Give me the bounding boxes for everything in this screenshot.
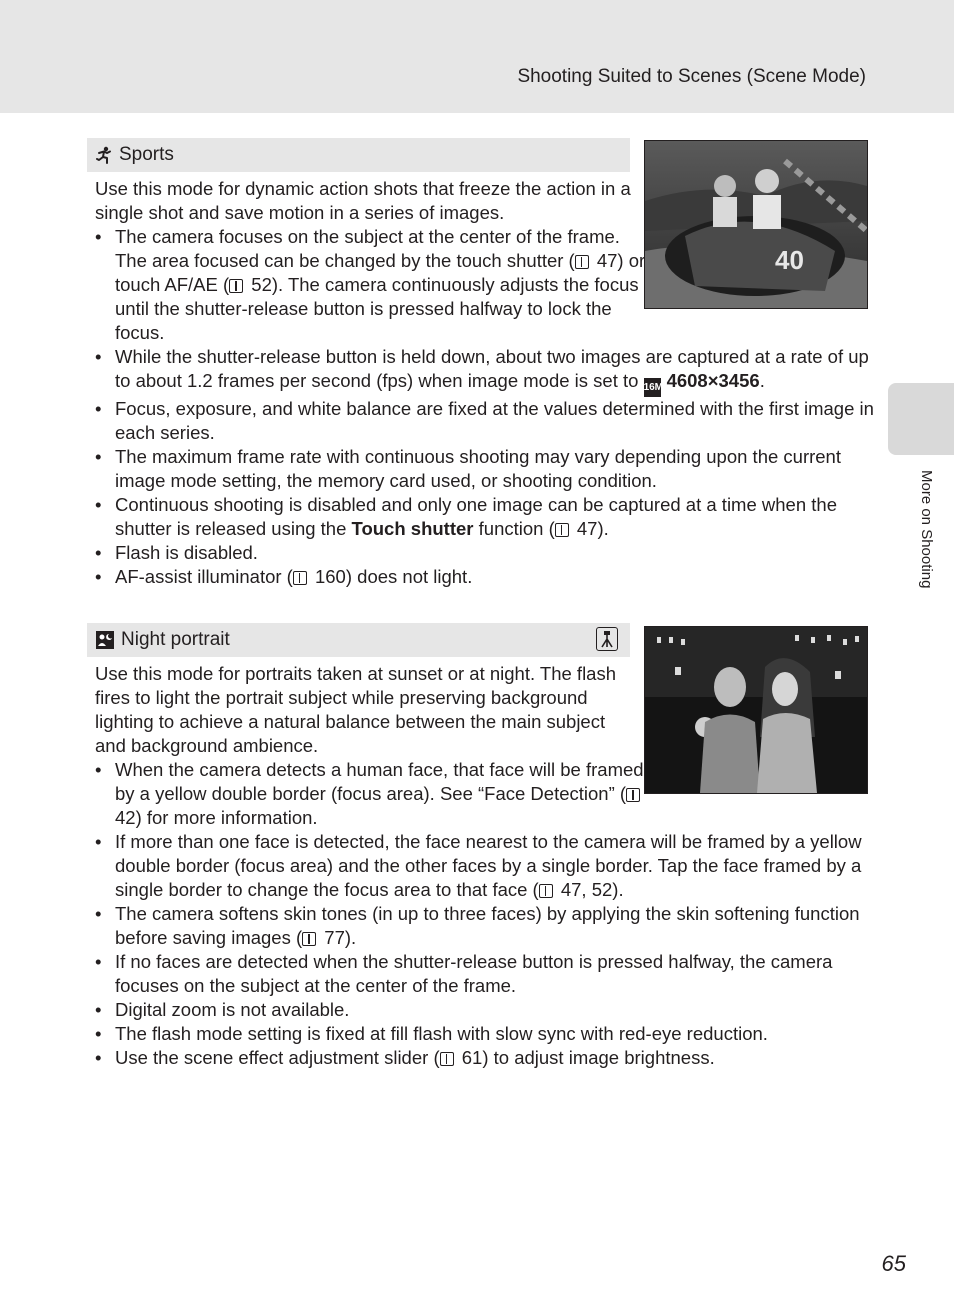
bullet-item (95, 565, 880, 589)
header-band (0, 0, 954, 113)
running-head: Shooting Suited to Scenes (Scene Mode) (517, 66, 866, 87)
page-reference-icon (293, 571, 307, 585)
bullet-text: Digital zoom is not available. (115, 999, 350, 1020)
bullet-item (95, 445, 880, 493)
side-tab-label: More on Shooting (918, 470, 935, 589)
bullet-text: If no faces are detected when the shutter-release button is pressed halfway, the camera focuses on the subject at the center of the frame. (115, 951, 833, 996)
bullet-text: 61) to adjust image brightness. (456, 1047, 715, 1068)
page-number: 65 (881, 1251, 906, 1276)
bullet-text: While the shutter-release button is held down, about two images are captured at a rate of up to about 1.2 frames per second (fps) when image mode is set to (115, 346, 869, 391)
bullet-item (95, 397, 880, 445)
bullet-item (95, 1046, 880, 1070)
bullet-text: When the camera detects a human face, that face will be framed by a yellow double border (focus area). See “Face Detection” ( (115, 759, 644, 804)
bullet-text: 47) or touch AF/AE ( (115, 250, 646, 295)
bullet-text: If more than one face is detected, the face nearest to the camera will be framed by a yellow double border (focus area) and the other faces by a single border. Tap the face framed by a single border to change the focus area to that face ( (115, 831, 862, 900)
bullet-text: 77). (319, 927, 357, 948)
bullet-item (95, 225, 655, 345)
sports-title: Sports (119, 144, 174, 165)
bullet-text: 160) does not light. (309, 566, 473, 587)
page-reference-icon (229, 279, 243, 293)
bullet-item (95, 830, 880, 902)
tripod-icon (596, 627, 618, 651)
night-portrait-intro: Use this mode for portraits taken at sunset or at night. The flash fires to light the portrait subject while preserving background lighting to achieve a natural balance between the main subject and background ambience. (95, 663, 617, 756)
page-reference-icon (555, 523, 569, 537)
page-reference-icon (575, 255, 589, 269)
sports-section-bar (87, 138, 630, 172)
bullet-text: . (759, 370, 765, 391)
bullet-text: Flash is disabled. (115, 542, 258, 563)
page-reference-icon (440, 1052, 454, 1066)
bullet-text: 52). The camera continuously adjusts the focus until the shutter-release button is pressed halfway to lock the focus. (115, 274, 639, 343)
bullet-item (95, 1022, 880, 1046)
bullet-bold-text: 4608×3456 (666, 370, 760, 391)
bullet-text: Continuous shooting is disabled and only one image can be captured at a time when the shutter is released using the (115, 494, 837, 539)
kart-number: 40 (775, 245, 804, 275)
bullet-text: The flash mode setting is fixed at fill flash with slow sync with red-eye reduction. (115, 1023, 768, 1044)
bullet-text: The maximum frame rate with continuous shooting may vary depending upon the current image mode setting, the memory card used, or shooting condition. (115, 446, 841, 491)
sports-body (95, 177, 880, 589)
bullet-bold-text: Touch shutter (351, 518, 474, 539)
bullet-text: 47, 52). (555, 879, 624, 900)
bullet-text: function ( (473, 518, 555, 539)
bullet-text: 47). (571, 518, 609, 539)
side-tab (888, 383, 954, 455)
bullet-item (95, 345, 880, 397)
night-portrait-bullet-list (95, 758, 880, 1070)
bullet-text: The camera focuses on the subject at the center of the frame. The area focused can be changed by the touch shutter ( (115, 226, 620, 271)
bullet-item (95, 950, 880, 998)
bullet-text: AF-assist illuminator ( (115, 566, 293, 587)
page-reference-icon (539, 884, 553, 898)
image-mode-icon: 16M (644, 378, 661, 397)
sports-runner-icon (95, 146, 113, 164)
bullet-text: 42) for more information. (115, 807, 318, 828)
bullet-item (95, 902, 880, 950)
bullet-text: Use the scene effect adjustment slider ( (115, 1047, 440, 1068)
night-portrait-title: Night portrait (121, 629, 230, 650)
night-portrait-section-bar (87, 623, 630, 657)
page-reference-icon (626, 788, 640, 802)
night-portrait-body (95, 662, 880, 1070)
bullet-text: Focus, exposure, and white balance are fixed at the values determined with the first image in each series. (115, 398, 874, 443)
sports-intro: Use this mode for dynamic action shots that freeze the action in a single shot and save motion in a series of images. (95, 178, 631, 223)
bullet-item (95, 541, 880, 565)
bullet-item (95, 998, 880, 1022)
bullet-item (95, 493, 880, 541)
sports-bullet-list (95, 225, 880, 589)
night-portrait-icon (95, 630, 115, 650)
bullet-item (95, 758, 655, 830)
page-reference-icon (302, 932, 316, 946)
bullet-text: The camera softens skin tones (in up to three faces) by applying the skin softening function before saving images ( (115, 903, 860, 948)
